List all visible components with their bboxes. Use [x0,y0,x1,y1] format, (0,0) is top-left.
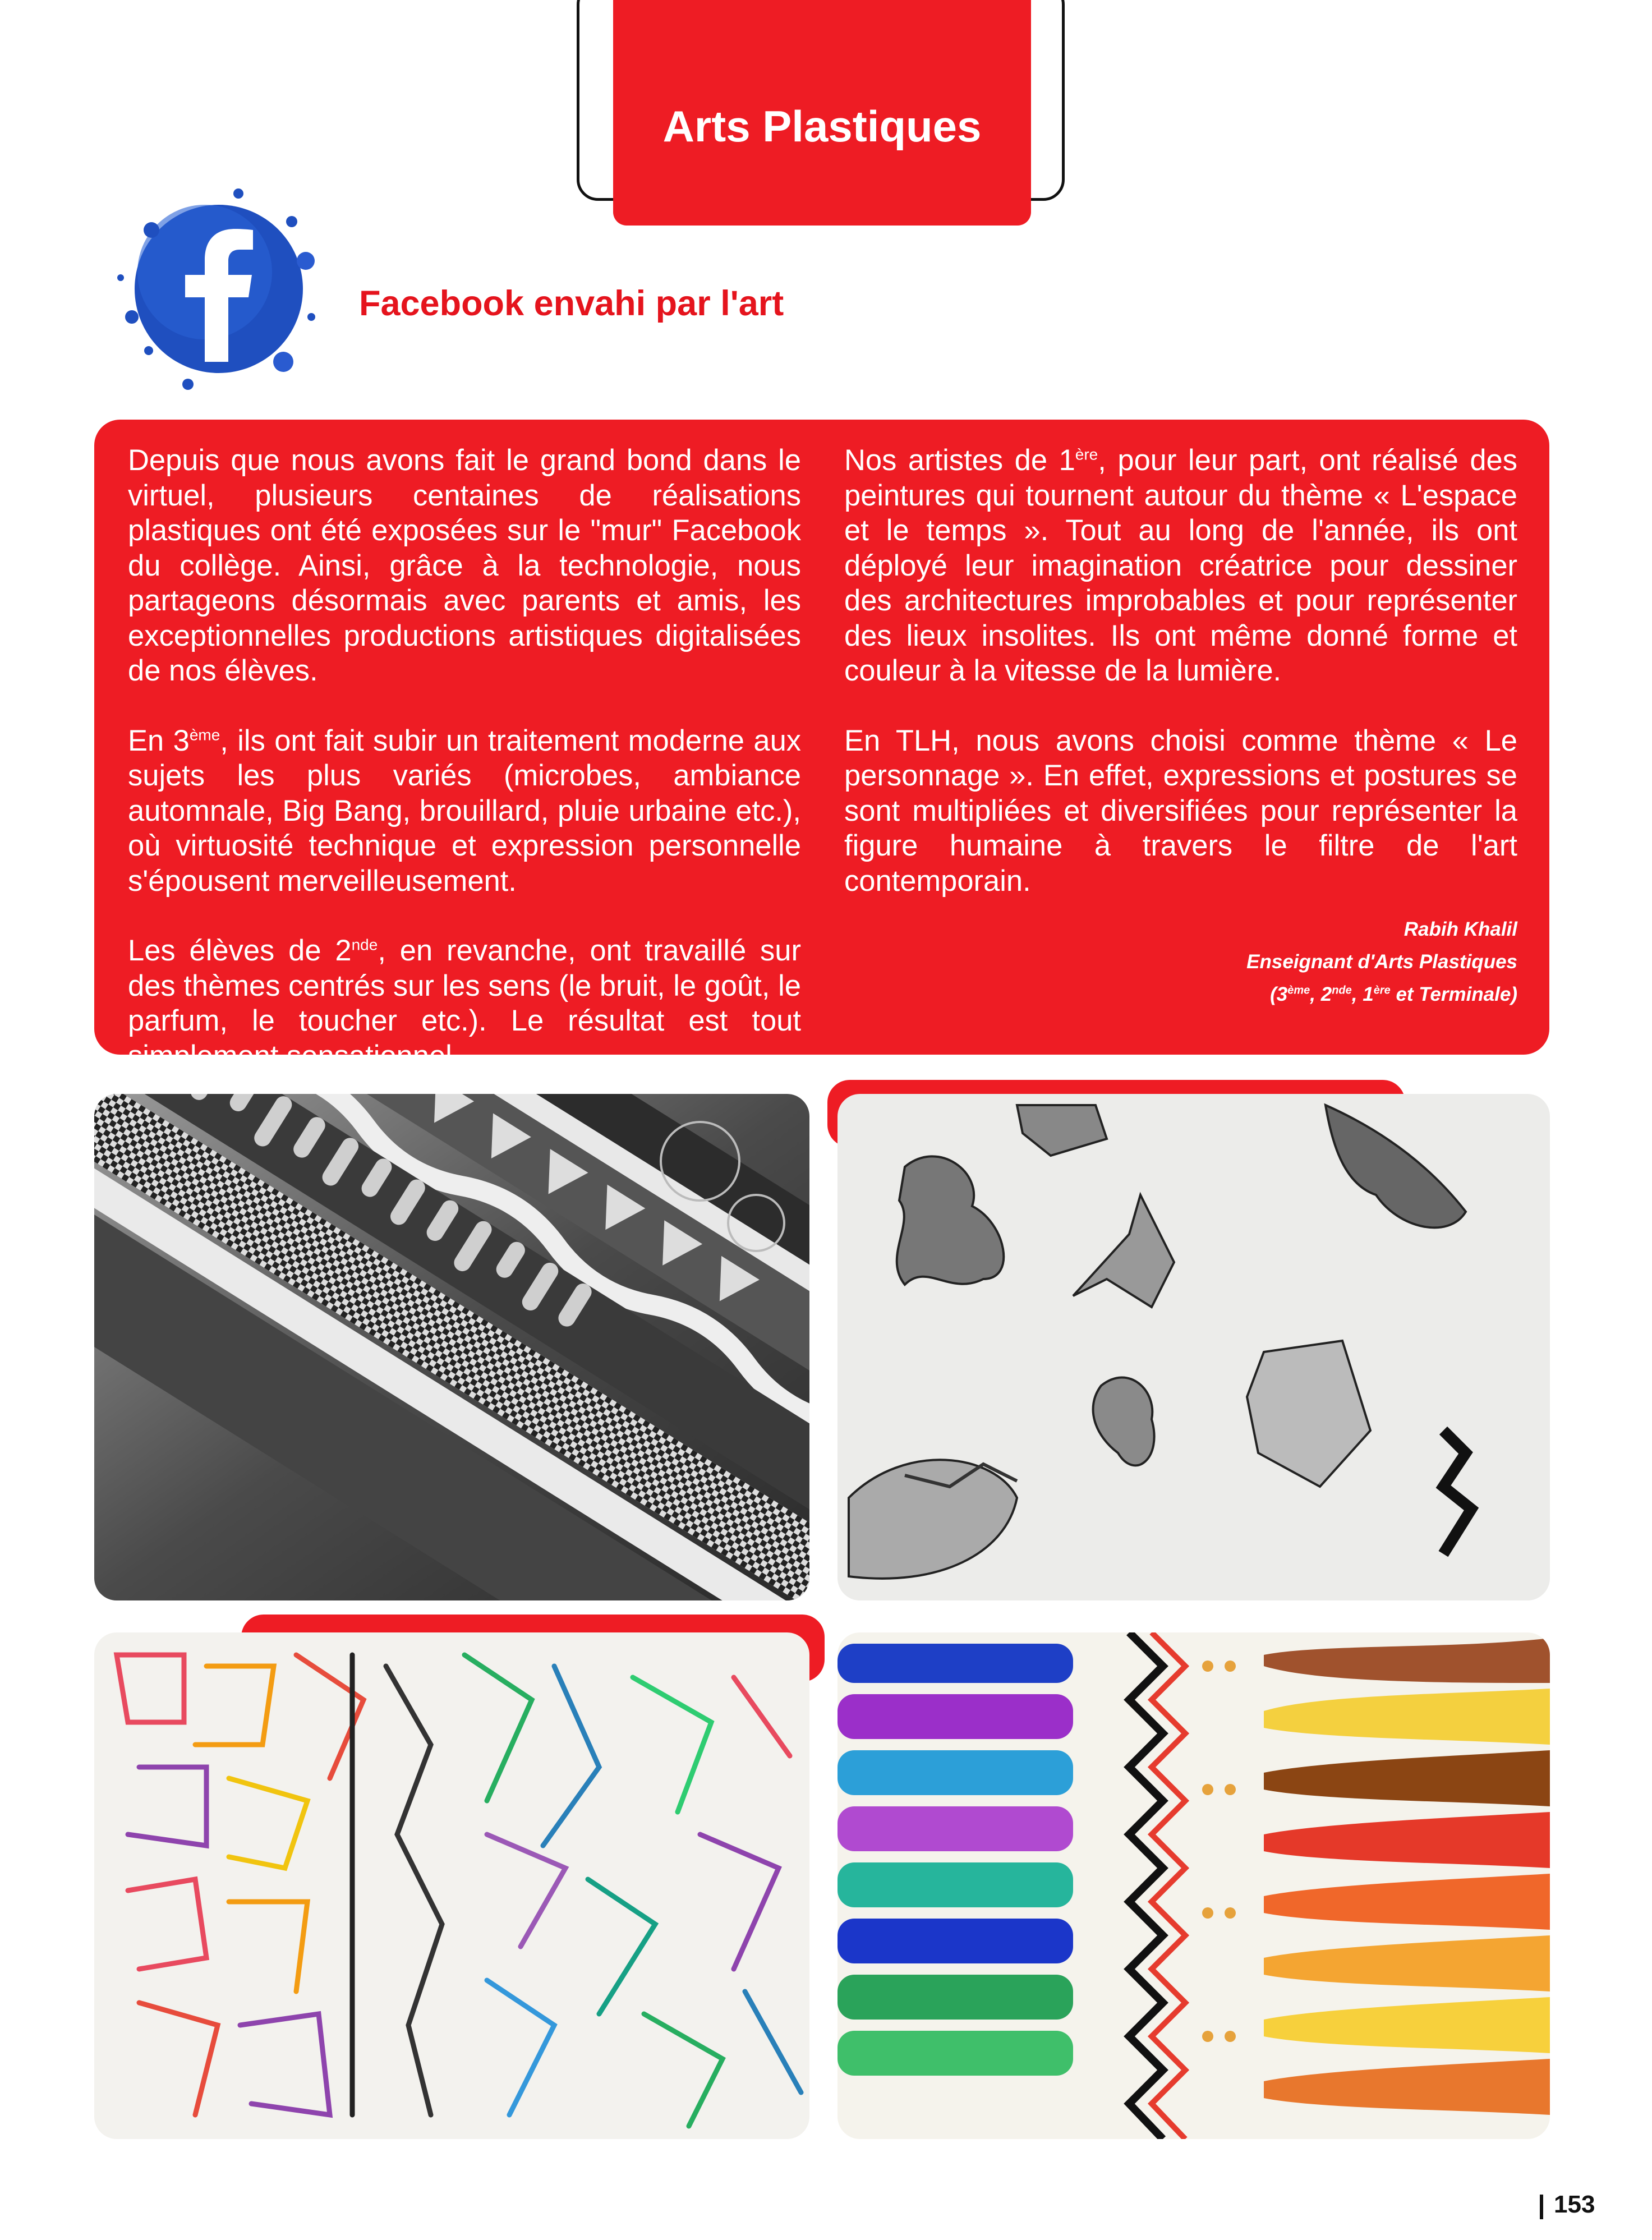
page-number: 153 [1554,2191,1595,2218]
paragraph-intro: Depuis que nous avons fait le grand bond dans le virtuel, plusieurs centaines de réalisations plastiques ont été exposées sur le "mur" Facebook du collège. Ainsi, grâce à la technologie, nous partageons désormais avec parents et amis, les exceptionnelles productions artistiques digitalisées de nos élèves. [128,444,801,687]
artwork-photo-graphite-shapes [837,1094,1550,1600]
facebook-icon [98,177,334,401]
artwork-photo-colored-lines [94,1632,809,2139]
page-number-divider [1540,2195,1543,2219]
author-signature [844,913,1517,1011]
article-right-column [844,443,1517,933]
paragraph-3eme: En 3ème, ils ont fait subir un traitement moderne aux sujets les plus variés (microbes, ambiance automnale, Big Bang, brouillard, pluie urbaine etc.), où virtuosité technique et expression personnelle s'épousent merveilleusement. [128,724,802,898]
author-role: Enseignant d'Arts Plastiques [1246,951,1517,973]
author-levels: (3ème, 2nde, 1ère et Terminale) [1270,983,1517,1005]
paragraph-1ere: Nos artistes de 1ère, pour leur part, ont réalisé des peintures qui tournent autour du thème « L'espace et le temps ». Tout au long de l'année, ils ont déployé leur imagination créatrice pour dessiner des architectures improbables et pour représenter des lieux insolites. Ils ont même donné forme et couleur à la vitesse de la lumière. [844,444,1517,687]
paragraph-tlh: En TLH, nous avons choisi comme thème « Le personnage ». En effet, expressions et postures se sont multipliées et diversifiées pour représenter la figure humaine à travers le filtre de l'art contemporain. [844,724,1517,898]
section-title: Arts Plastiques [662,102,982,151]
paragraph-2nde: Les élèves de 2nde, en revanche, ont travaillé sur des thèmes centrés sur les sens (le bruit, le goût, le parfum, le toucher etc.). Le résultat est tout simplement sensationnel. [128,934,801,1073]
article-left-column [128,443,801,1108]
artwork-photo-graphite-patterns [94,1094,809,1600]
article-title: Facebook envahi par l'art [359,284,784,323]
author-name: Rabih Khalil [1403,918,1517,940]
artwork-photo-colored-stripes [837,1632,1550,2139]
